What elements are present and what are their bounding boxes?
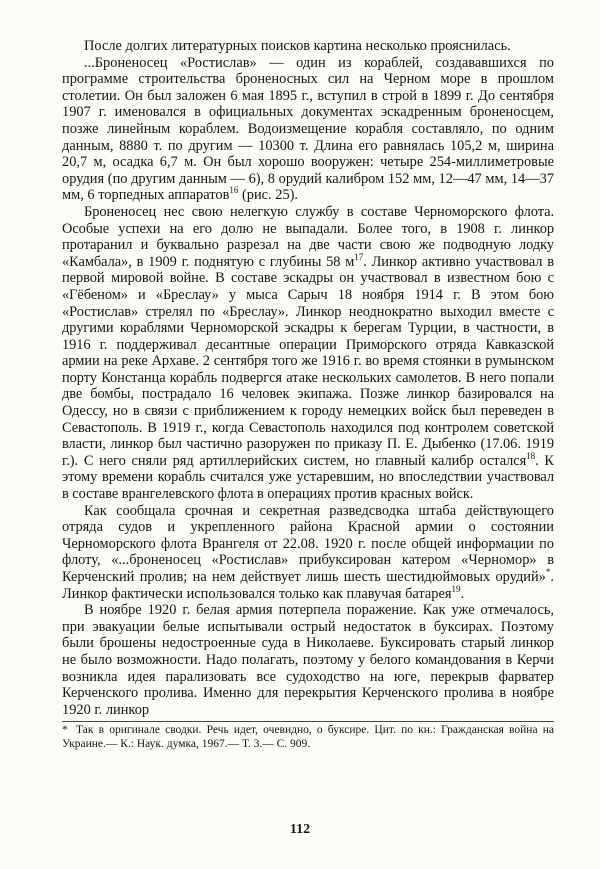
footnote-ref-16: 16 — [229, 185, 239, 196]
footnote-ref-18: 18 — [526, 451, 536, 462]
paragraph-november-1920: В ноябре 1920 г. белая армия потерпела поражение. Как уже отмечалось, при эвакуации белые испытывали острый недостаток в буксирах. Поэтому были брошены недостроенные суда в Николаеве. Буксировать старый линкор не было возможности. Надо полагать, поэтому у белого командования в Керчи возникла идея парализовать все судоходство на юге, перекрыв фарватер Керченского пролива. Именно для перекрытия Керченского пролива в ноябре 1920 г. линкор — [62, 602, 554, 718]
paragraph-service-history: Броненосец нес свою нелегкую службу в составе Черноморского флота. Особые успехи на его долю не выпадали. Более того, в 1908 г. линкор протаранил и буквально разрезал на две части свою же подводную лодку «Камбала», в 1909 г. поднятую с глубины 58 $м^{17}$. Линкор активно участвовал в первой мировой войне. В составе эскадры он участвовал в известном бою с «Гёбеном» и «Бреслау» у мыса Сарыч 18 ноября 1914 г. В этом бою «Ростислав» стрелял по «Бреслау». Линкор неоднократно выходил вместе с другими кораблями Черноморской эскадры к берегам Турции, в частности, в 1916 г. поддерживал десантные операции Приморского отряда Кавказской армии на реке Архаве. 2 сентября того же 1916 г. во время стоянки в румынском порту Констанца корабль подвергся атаке нескольких самолетов. В него попали две бомбы, пострадало 16 человек экипажа. Позже линкор базировался на Одессу, но в связи с приближением к городу немецких войск был переведен в Севастополь. В 1919 г., когда Севастополь находился под контролем советской власти, линкор был частично разоружен по приказу П. Е. Дыбенко (17.06. 1919 г.). С него сняли ряд артиллерийских систем, но главный калибр остался$^{18}$. К этому времени корабль считался уже устаревшим, но впоследствии участвовал в составе врангелевского флота в операциях против красных войск. — [62, 203, 554, 503]
footnote-ref-19: 19 — [451, 583, 461, 594]
page-number: 112 — [289, 822, 311, 837]
footnote — [62, 721, 554, 750]
paragraph-intro: После долгих литературных поисков картина несколько прояснилась. — [84, 38, 511, 54]
paragraph-intelligence-report: Как сообщала срочная и секретная разведсводка штаба действующего отряда судов и укрепленного района Красной армии о состоянии Черноморского флота Врангеля от 22.08. 1920 г. после общей информации по флоту, «...броненосец «Ростислав» прибуксирован катером «Черномор» в Керченский пролив; на нем действует лишь шесть шестидюймовых орудий»*. Линкор фактически использовался только как плавучая батарея$^{19}$. — [62, 502, 554, 602]
footnote-ref-17: 17 — [354, 251, 364, 262]
footnote-marker: * — [62, 724, 68, 737]
paragraph-rostislav-description: ...Броненосец «Ростислав» — один из кораблей, создававшихся по программе строительства броненосных сил на Черном море в прошлом столетии. Он был заложен 6 мая 1895 г., вступил в строй в 1899 г. До сентября 1907 г. именовался в официальных документах эскадренным броненосцем, позже линейным кораблем. Водоизмещение корабля составляло, по одним данным, 8880 т. по другим — 10300 т. Длина его равнялась 105,2 м, ширина 20,7 м, осадка 6,7 м. Он был хорошо вооружен: четыре 254-миллиметровые орудия (по другим данным — 6), 8 орудий калибром 152 мм, 12—47 мм, 14—37 мм, 6 торпедных аппаратов$^{16}$ (рис. 25). — [62, 54, 554, 204]
footnote-ref-asterisk: * — [545, 567, 551, 578]
footnote-text: Так в оригинале сводки. Речь идет, очевидно, о буксире. Цит. по кн.: Гражданская война на Украине.— К.: Наук. думка, 1967.— Т. 3.— С. 909. — [62, 724, 554, 750]
